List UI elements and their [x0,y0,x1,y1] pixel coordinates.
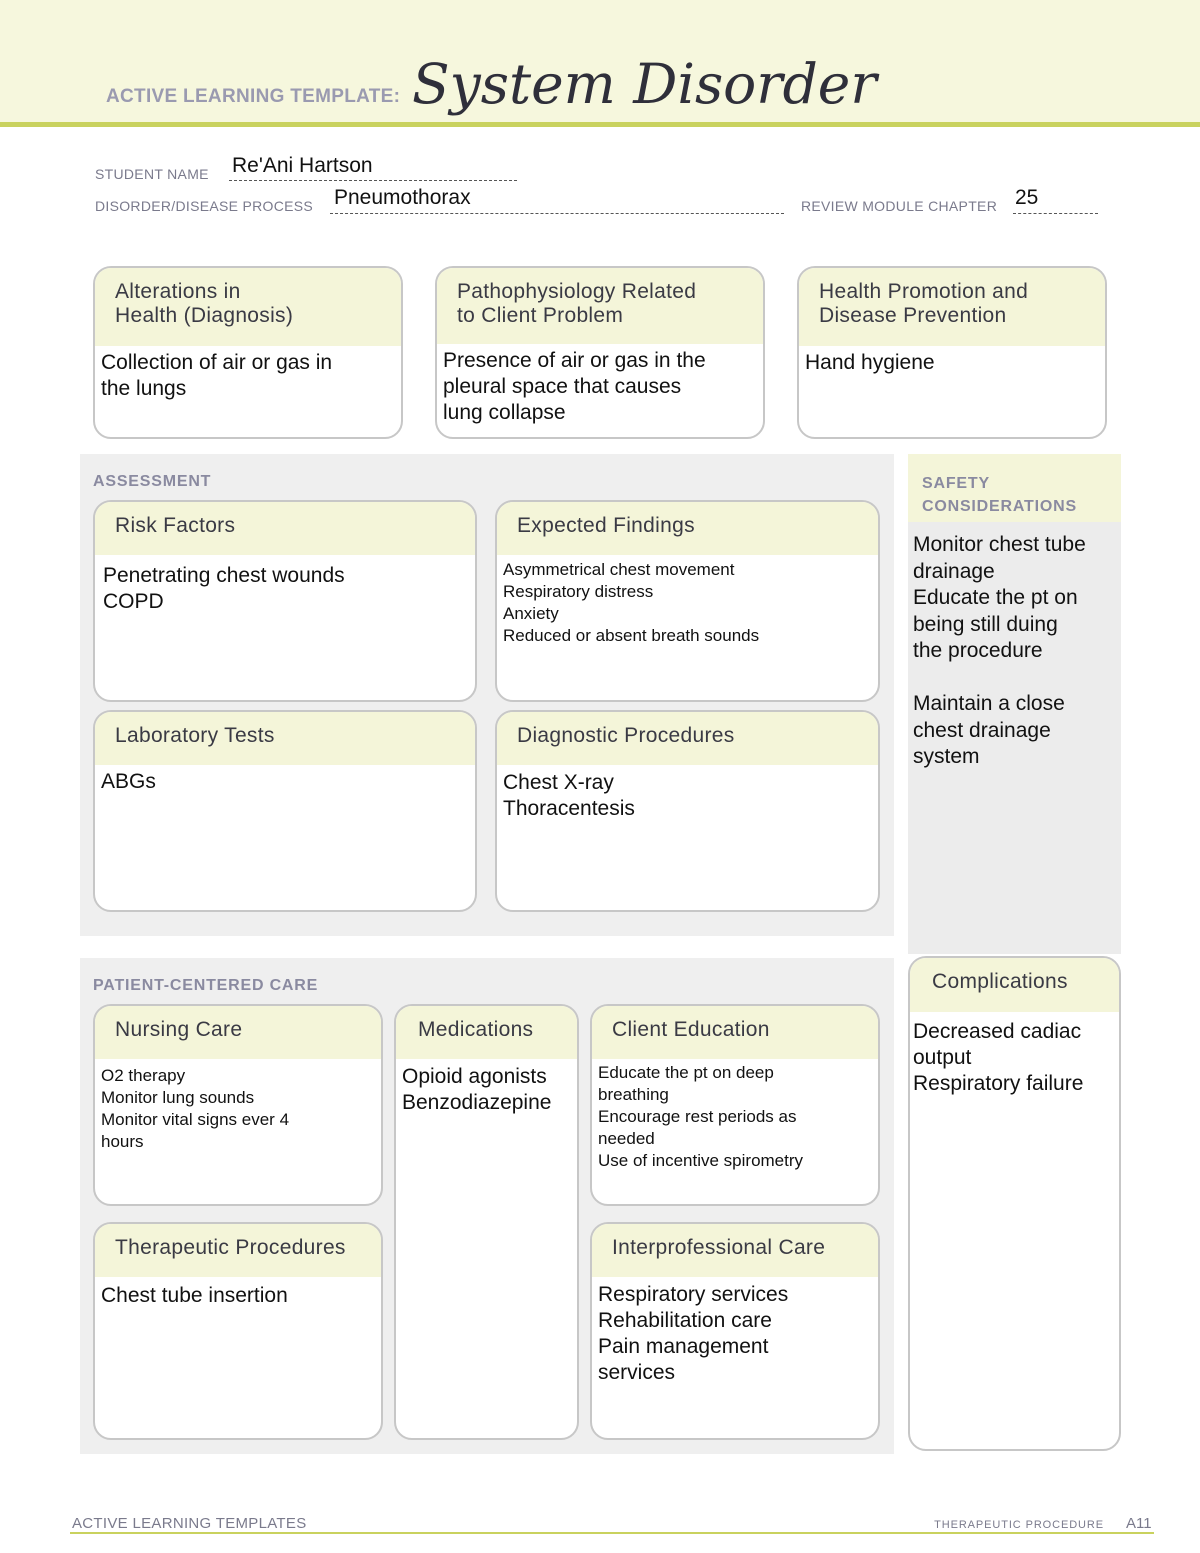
nursing-care-card [93,1004,383,1206]
pathophysiology-body[interactable]: Presence of air or gas in the pleural space that causes lung collapse [443,349,706,424]
chapter-label: REVIEW MODULE CHAPTER [801,198,998,214]
health-promotion-title: Health Promotion and Disease Prevention [799,268,1105,346]
safety-body[interactable]: Monitor chest tube drainage Educate the pt on being still duing the procedure Maintain a close chest drainage system [913,533,1086,768]
medications-title: Medications [396,1006,577,1059]
alterations-body[interactable]: Collection of air or gas in the lungs [101,351,333,400]
laboratory-tests-title: Laboratory Tests [95,712,475,765]
laboratory-tests-card [93,710,477,912]
laboratory-tests-body[interactable]: ABGs [101,770,156,793]
interprofessional-care-title: Interprofessional Care [592,1224,878,1277]
therapeutic-procedures-title: Therapeutic Procedures [95,1224,381,1277]
nursing-care-body[interactable]: O2 therapy Monitor lung sounds Monitor vital signs ever 4 hours [101,1066,290,1151]
assessment-label: ASSESSMENT [93,473,212,490]
client-education-card [590,1004,880,1206]
client-education-body[interactable]: Educate the pt on deep breathing Encourage rest periods as needed Use of incentive spirometry [598,1063,804,1170]
page-title: System Disorder [412,52,877,116]
diagnostic-procedures-title: Diagnostic Procedures [497,712,878,765]
risk-factors-title: Risk Factors [95,502,475,555]
footer-left: ACTIVE LEARNING TEMPLATES [72,1515,307,1532]
risk-factors-card [93,500,477,702]
interprofessional-care-body[interactable]: Respiratory services Rehabilitation care Pain management services [598,1283,789,1384]
student-name-label: STUDENT NAME [95,166,209,182]
footer-rule [70,1532,1154,1534]
alterations-card [93,266,403,439]
disorder-line [330,213,784,214]
student-name-field[interactable]: Re'Ani Hartson [232,154,373,177]
risk-factors-body[interactable]: Penetrating chest wounds COPD [103,564,345,613]
safety-title: SAFETY CONSIDERATIONS [922,475,1077,515]
pathophysiology-card [435,266,765,439]
therapeutic-procedures-card [93,1222,383,1440]
expected-findings-title: Expected Findings [497,502,878,555]
patient-care-label: PATIENT-CENTERED CARE [93,977,319,994]
header-rule [0,122,1200,127]
health-promotion-card [797,266,1107,439]
expected-findings-body[interactable]: Asymmetrical chest movement Respiratory distress Anxiety Reduced or absent breath sounds [503,560,760,645]
disorder-label: DISORDER/DISEASE PROCESS [95,198,314,214]
complications-title: Complications [910,958,1119,1012]
chapter-line [1013,213,1098,214]
interprofessional-care-card [590,1222,880,1440]
diagnostic-procedures-card [495,710,880,912]
pathophysiology-title: Pathophysiology Related to Client Problem [437,268,763,344]
complications-card [908,956,1121,1451]
disorder-field[interactable]: Pneumothorax [334,186,471,209]
therapeutic-procedures-body[interactable]: Chest tube insertion [101,1284,288,1307]
client-education-title: Client Education [592,1006,878,1059]
nursing-care-title: Nursing Care [95,1006,381,1059]
template-label: ACTIVE LEARNING TEMPLATE: [106,86,401,107]
footer-page: A11 [1126,1515,1152,1532]
health-promotion-body[interactable]: Hand hygiene [805,351,935,374]
medications-card [394,1004,579,1440]
student-name-line [229,180,517,181]
footer-right: THERAPEUTIC PROCEDURE [934,1519,1104,1531]
diagnostic-procedures-body[interactable]: Chest X-ray Thoracentesis [503,771,635,820]
expected-findings-card [495,500,880,702]
alterations-title: Alterations in Health (Diagnosis) [95,268,401,346]
chapter-field[interactable]: 25 [1015,186,1039,209]
medications-body[interactable]: Opioid agonists Benzodiazepine [402,1065,552,1114]
complications-body[interactable]: Decreased cadiac output Respiratory failure [913,1020,1084,1095]
